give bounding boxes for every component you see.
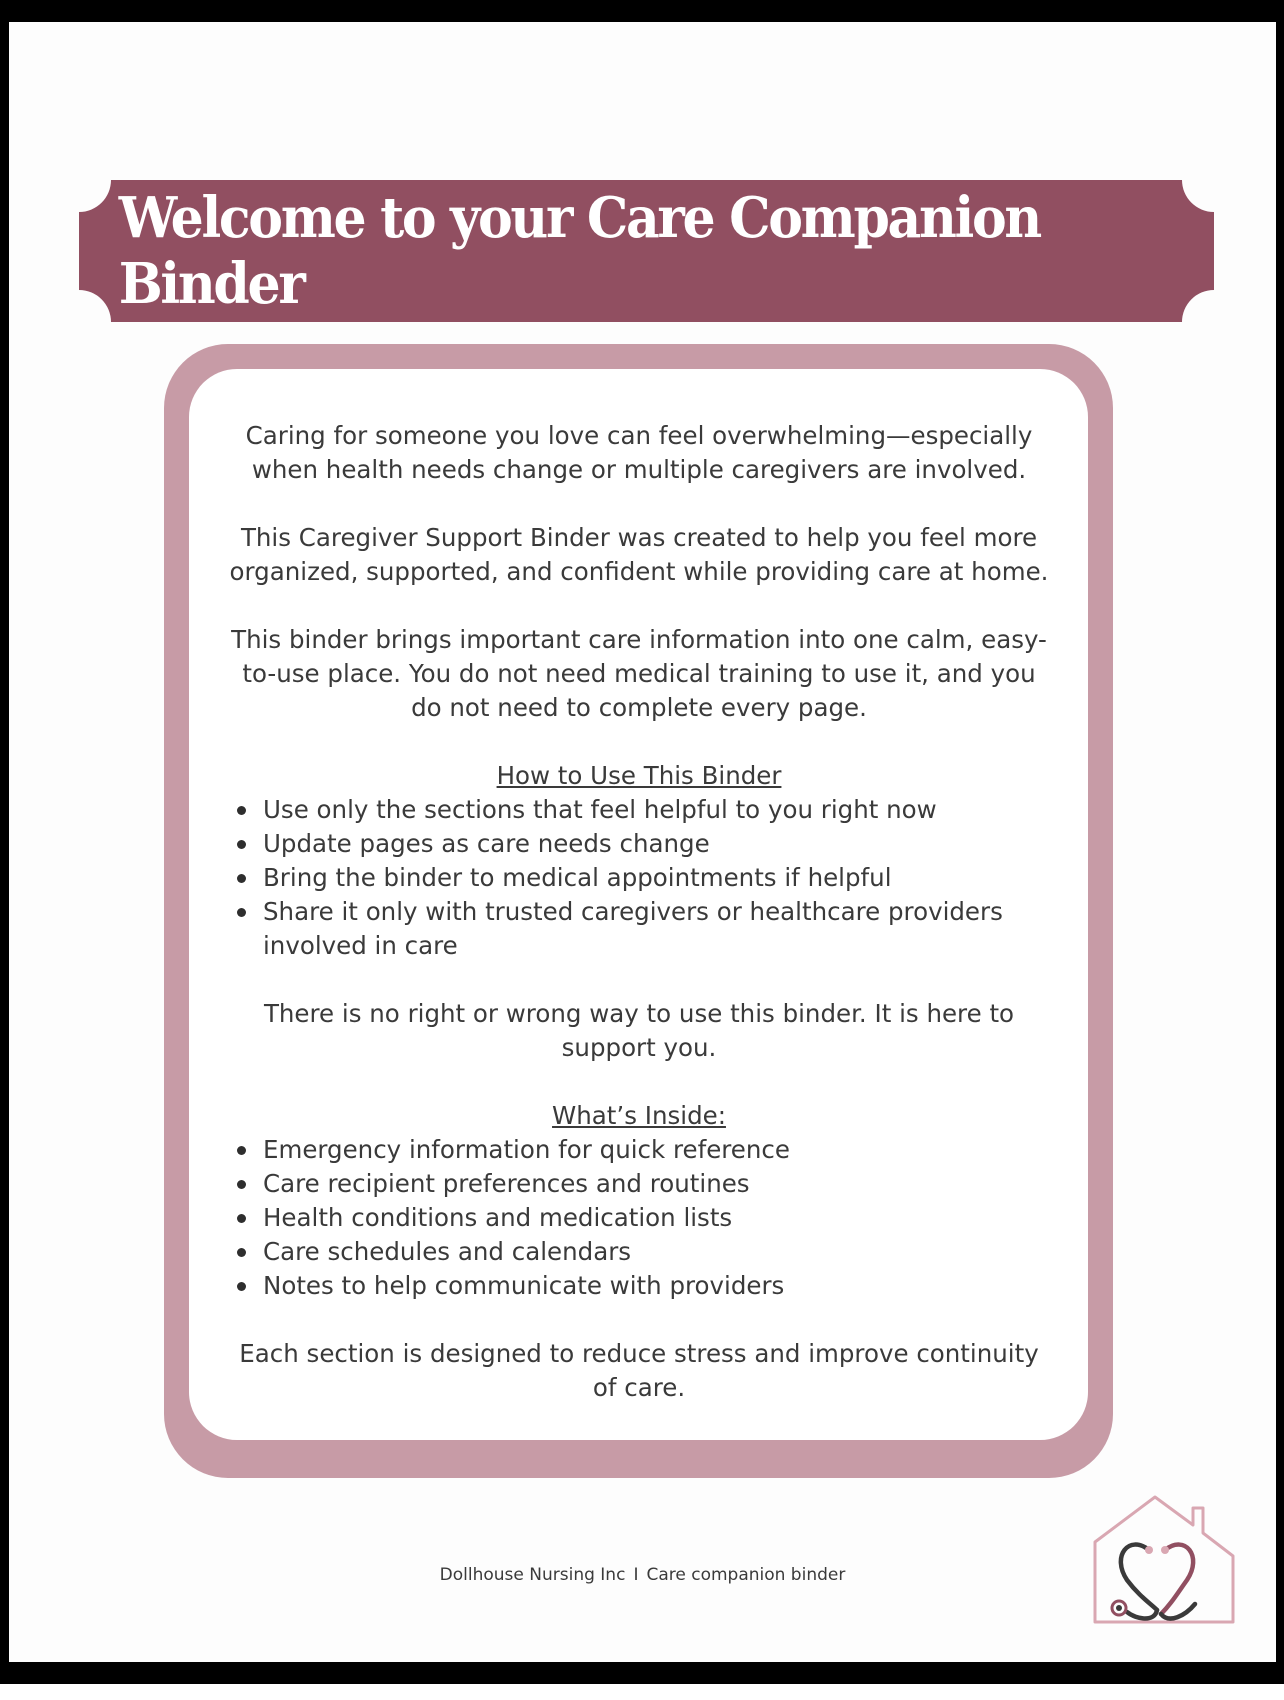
how-to-use-list [229, 793, 1049, 963]
list-item: Emergency information for quick reference [229, 1133, 1049, 1167]
intro-paragraph-3: This binder brings important care information into one calm, easy-to-use place. You do not need medical training to use it, and you do not need to complete every page. [231, 625, 1047, 722]
bottom-strip [0, 1684, 1284, 1700]
content-frame [164, 344, 1113, 1478]
list-item: Share it only with trusted caregivers or healthcare providers involved in care [229, 895, 1049, 963]
list-item: Care recipient preferences and routines [229, 1167, 1049, 1201]
whats-inside-heading: What’s Inside: [552, 1101, 726, 1130]
document-page [9, 22, 1276, 1662]
page-title: Welcome to your Care Companion Binder [118, 185, 1040, 317]
content-body [229, 419, 1049, 1405]
house-stethoscope-heart-logo-icon [1089, 1492, 1239, 1627]
footer-separator: I [633, 1565, 639, 1585]
list-item: Use only the sections that feel helpful to you right now [229, 793, 1049, 827]
intro-paragraph-2: This Caregiver Support Binder was created to help you feel more organized, supported, and confident while providing care at home. [229, 523, 1049, 586]
footer-product: Care companion binder [646, 1565, 846, 1585]
how-to-use-heading: How to Use This Binder [496, 761, 782, 790]
closing-paragraph: Each section is designed to reduce stress and improve continuity of care. [239, 1339, 1039, 1402]
content-card [189, 369, 1088, 1440]
list-item: Notes to help communicate with providers [229, 1269, 1049, 1303]
list-item: Health conditions and medication lists [229, 1201, 1049, 1235]
title-banner [79, 180, 1214, 322]
list-item: Update pages as care needs change [229, 827, 1049, 861]
whats-inside-list [229, 1133, 1049, 1303]
list-item: Bring the binder to medical appointments if helpful [229, 861, 1049, 895]
reassurance-paragraph: There is no right or wrong way to use this binder. It is here to support you. [263, 999, 1015, 1062]
page-footer [9, 1565, 1276, 1585]
intro-paragraph-1: Caring for someone you love can feel overwhelming—especially when health needs change or multiple caregivers are involved. [245, 421, 1033, 484]
footer-company: Dollhouse Nursing Inc [439, 1565, 626, 1585]
list-item: Care schedules and calendars [229, 1235, 1049, 1269]
